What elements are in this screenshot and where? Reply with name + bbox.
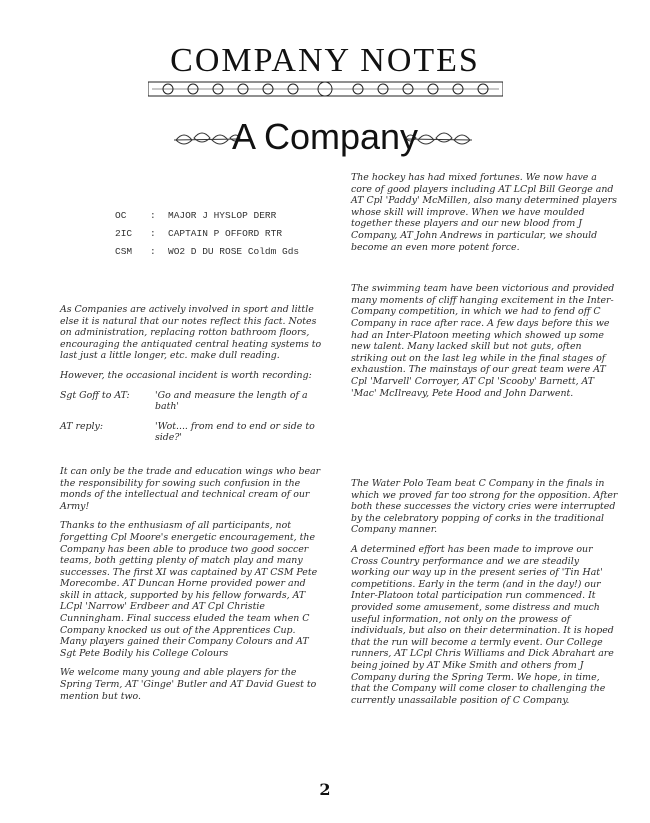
right-column-lower <box>351 478 619 714</box>
paragraph: A determined effort has been made to improve our Cross Country performance and we are steadily working our way up in the present series of 'Tin Hat' competitions. Early in the term (and in the day!) our Inter-Platoon total participation run commenced. It provided some amusement, some distress and much useful information, not only on the prowess of individuals, but also on their determination. It is hoped that the run will become a termly event. Our College runners, AT LCpl Chris Williams and Dick Abrahart are being joined by AT Mike Smith and others from J Company during the Spring Term. We hope, in time, that the Company will come closer to challenging the currently unassailable position of C Company. <box>351 543 614 706</box>
paragraph: However, the occasional incident is worth recording: <box>60 369 312 381</box>
officer-row: 2IC : CAPTAIN P OFFORD RTR <box>115 228 283 239</box>
officer-row: OC : MAJOR J HYSLOP DERR <box>115 210 277 221</box>
paragraph: The Water Polo Team beat C Company in the finals in which we proved far too strong for the opposition. After both these successes the victory cries were interrupted by the celebratory popping of corks in the traditional Company manner. <box>351 478 618 536</box>
quote-block <box>60 390 322 413</box>
quote-block <box>60 421 322 444</box>
paragraph: The swimming team have been victorious and provided many moments of cliff hanging excitement in the Inter-Company competition, in which we had to fend off C Company in race after race. A few days before this we had an Inter-Platoon meeting which showed up some new talent. Many lacked skill but not guts, often striking out on the last leg while in the final stages of exhaustion. The mainstays of our great team were AT Cpl 'Marvell' Corroyer, AT Cpl 'Scooby' Barnett, AT 'Mac' McIlreavy, Pete Hood and John Darwent. <box>351 283 615 399</box>
officers-list <box>115 207 299 261</box>
paragraph: It can only be the trade and education wings who bear the responsibility for sowing such confusion in the monds of the intellectual and technical cream of our Army! <box>60 465 321 512</box>
page-title: COMPANY NOTES <box>170 42 480 79</box>
quote-text: 'Go and measure the length of a bath' <box>155 389 308 413</box>
quote-label: Sgt Goff to AT: <box>60 389 130 401</box>
officer-row: CSM : WO2 D DU ROSE Coldm Gds <box>115 246 300 257</box>
right-column <box>351 172 619 407</box>
quote-label: AT reply: <box>60 420 103 432</box>
paragraph: Thanks to the enthusiasm of all participants, not forgetting Cpl Moore's energetic encouragement, the Company has been able to produce two good soccer teams, both getting plenty of match play and many successes. The first XI was captained by AT CSM Pete Morecombe. AT Duncan Horne provided power and skill in attack, supported by his fellow forwards, AT LCpl 'Narrow' Erdbeer and AT Cpl Christie Cunningham. Final success eluded the team when C Company knocked us out of the Apprentices Cup. Many players gained their Company Colours and AT Sgt Pete Bodily his College Colours <box>60 520 318 659</box>
paragraph: We welcome many young and able players for the Spring Term, AT 'Ginge' Butler and AT David Guest to mention but two. <box>60 667 317 702</box>
section-heading: A Company <box>231 116 419 157</box>
paragraph: As Companies are actively involved in sport and little else it is natural that our notes reflect this fact. Notes on administration, replacing rotton bathroom floors, encouraging the antiquated central heating systems to last just a little longer, etc. make dull reading. <box>60 304 322 362</box>
page-number: 2 <box>319 780 331 799</box>
quote-text: 'Wot.... from end to end or side to side?' <box>155 420 315 444</box>
paragraph: The hockey has had mixed fortunes. We now have a core of good players including AT LCpl Bill George and AT Cpl 'Paddy' McMillen, also many determined players whose skill will improve. When we have moulded together these players and our new blood from J Company, AT John Andrews in particular, we should become an even more potent force. <box>351 172 617 253</box>
left-column <box>60 304 322 710</box>
ornament-divider <box>148 78 503 100</box>
